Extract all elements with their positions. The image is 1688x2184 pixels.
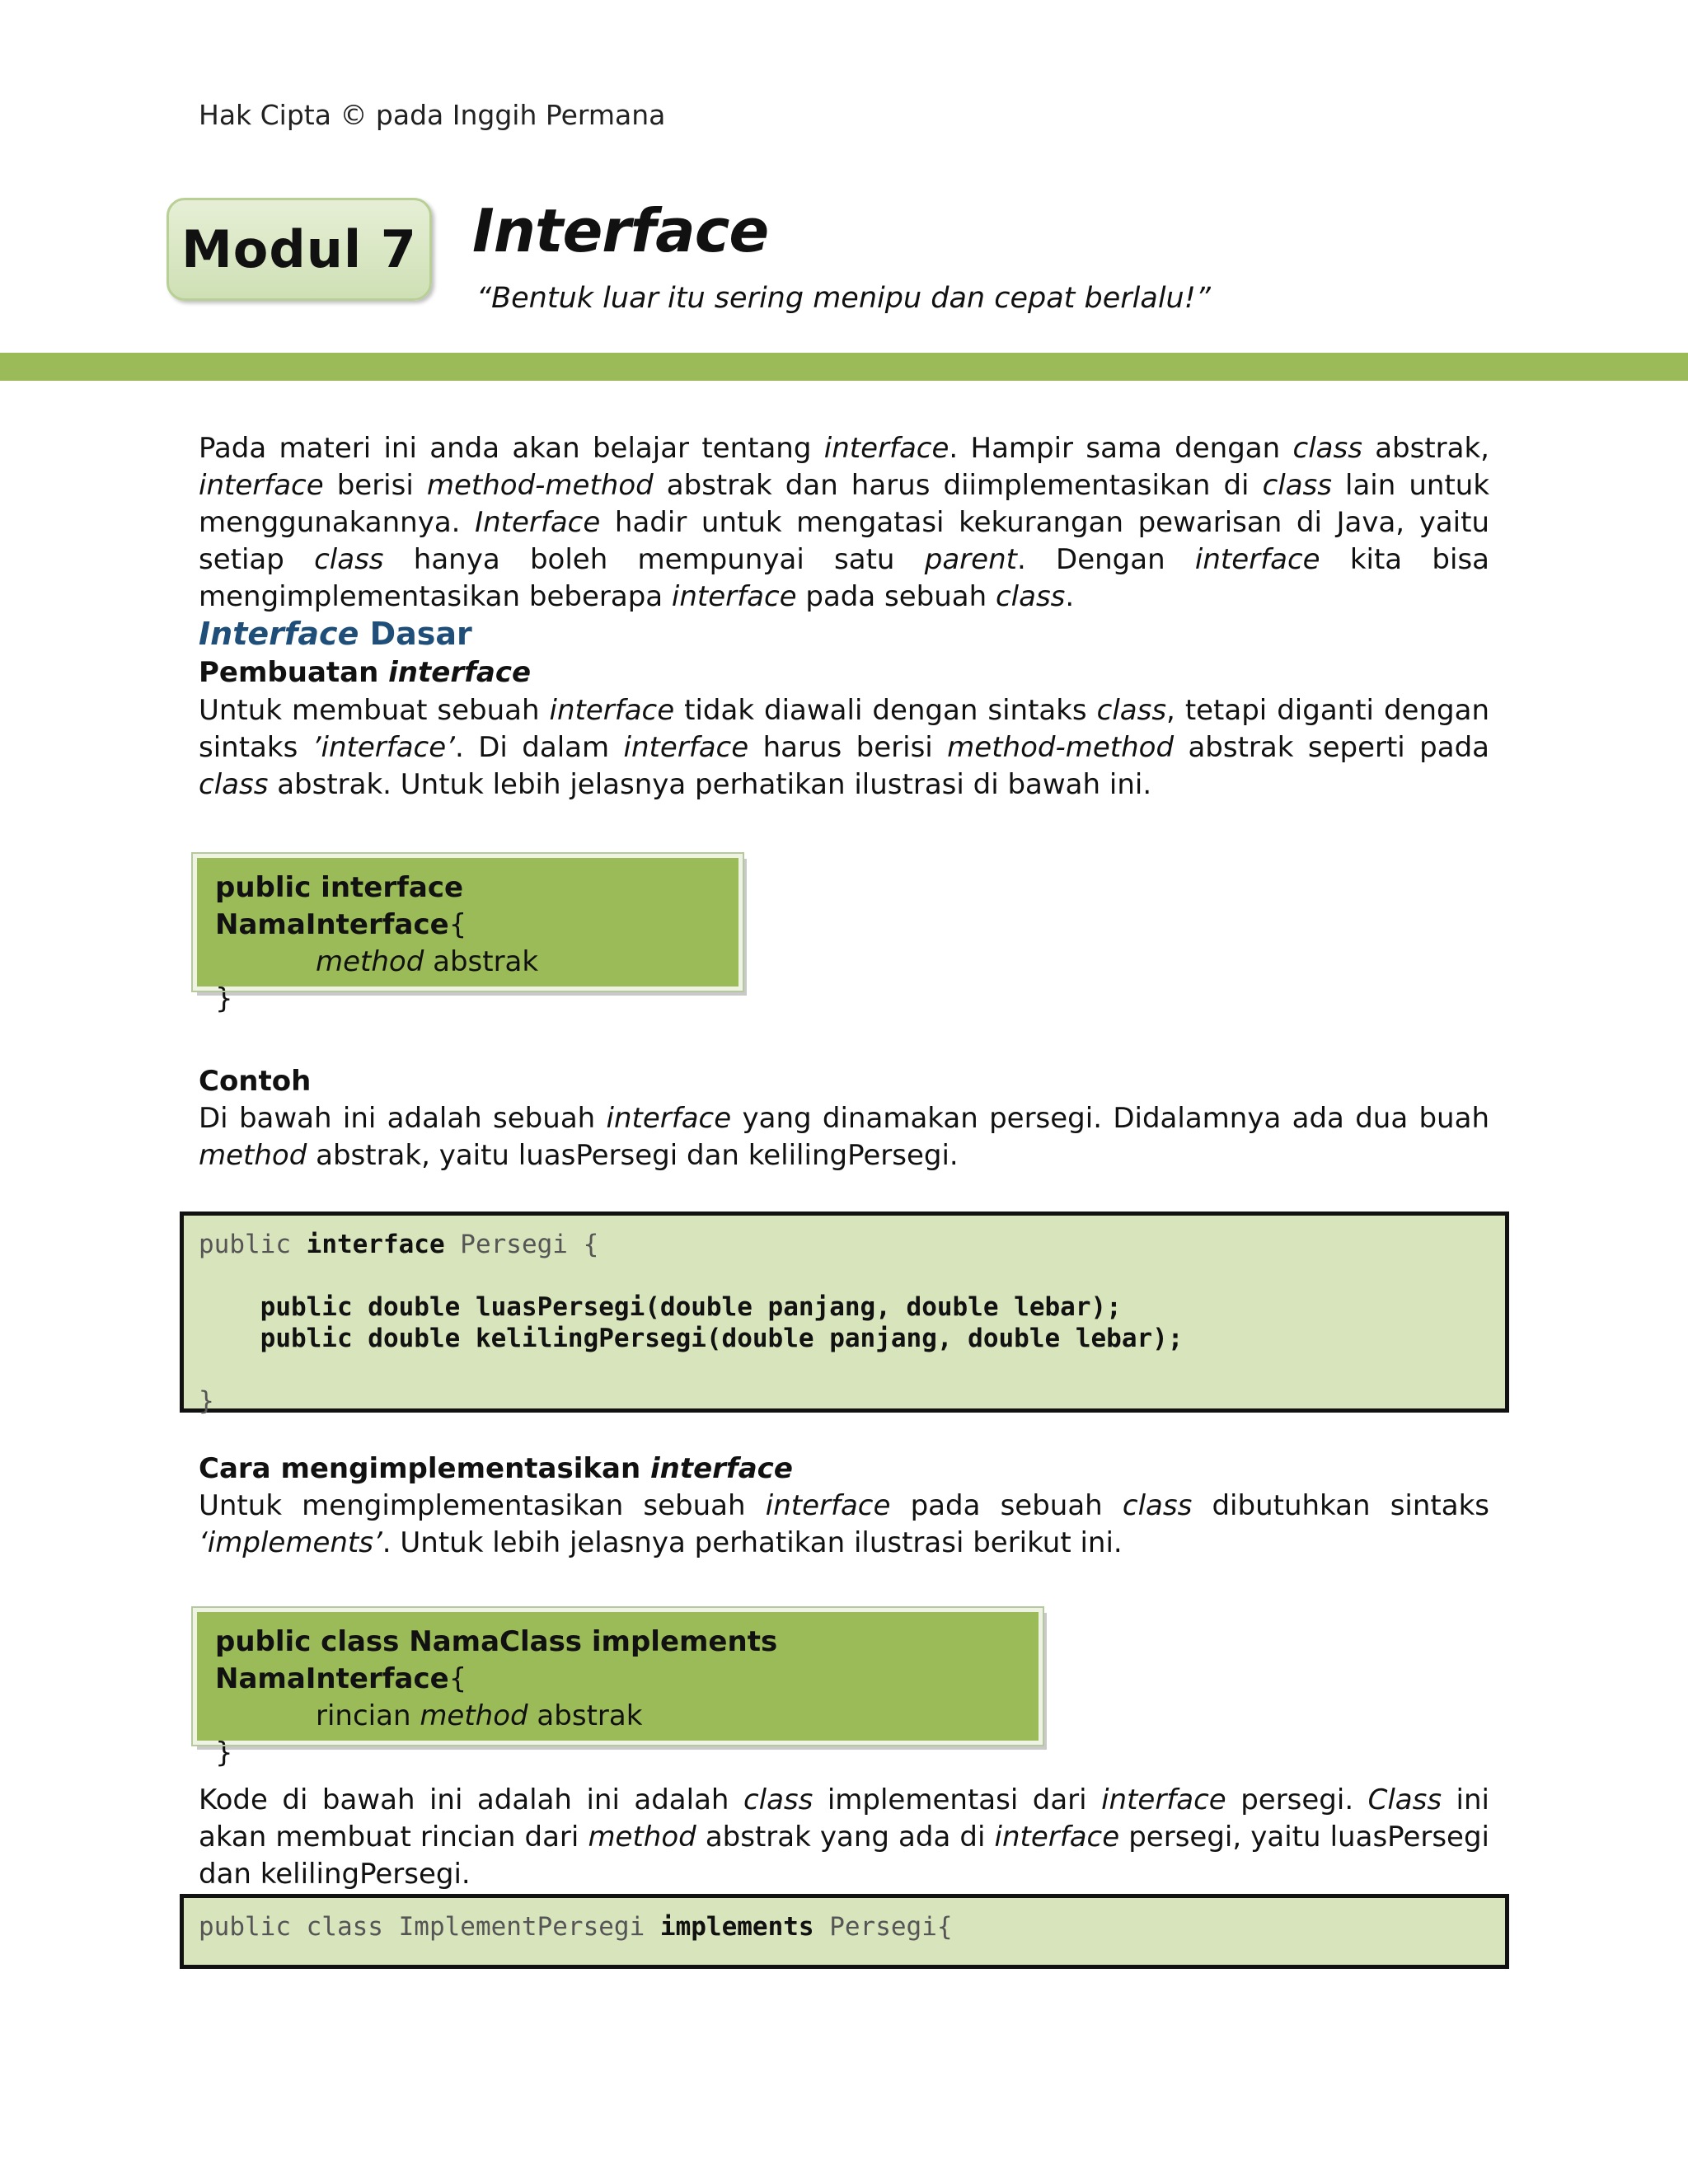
subheading-cara-mengimplementasikan: Cara mengimplementasikan interface (199, 1452, 793, 1485)
section-heading-interface-dasar: Interface Dasar (199, 616, 472, 652)
chapter-quote: “Bentuk luar itu sering menipu dan cepat berlalu!” (476, 282, 1211, 315)
cara-paragraph: Untuk mengimplementasikan sebuah interface pada sebuah class dibutuhkan sintaks ‘implements’. Untuk lebih jelasnya perhatikan ilustrasi berikut ini. (199, 1489, 1489, 1559)
intro-paragraph: Pada materi ini anda akan belajar tentang interface. Hampir sama dengan class abstrak, interface berisi method-method abstrak dan harus diimplementasikan di class lain untuk menggunakannya. Interface hadir untuk mengatasi kekurangan pewarisan di Java, yaitu setiap class hanya boleh mempunyai satu parent. Dengan interface kita bisa mengimplementasikan beberapa interface pada sebuah class. (199, 432, 1490, 613)
code-block-persegi-interface (180, 1212, 1509, 1416)
syntax-line-body: rincian method abstrak (316, 1699, 643, 1732)
header-divider-band (0, 353, 1688, 381)
implements-syntax-box (193, 1608, 1043, 1769)
contoh-paragraph: Di bawah ini adalah sebuah interface yang dinamakan persegi. Didalamnya ada dua buah method abstrak, yaitu luasPersegi dan kelilingPersegi. (199, 1102, 1489, 1172)
page-title: Interface (472, 196, 769, 265)
syntax-line-declaration: public class NamaClass implements NamaInterface{ (215, 1625, 778, 1695)
code-line: public class ImplementPersegi implements Persegi{ (199, 1912, 953, 1942)
code-block-implement-persegi (180, 1894, 1509, 1969)
subheading-contoh: Contoh (199, 1065, 312, 1098)
subheading-pembuatan-interface: Pembuatan interface (199, 656, 532, 689)
code-line: public double kelilingPersegi(double panjang, double lebar); (199, 1324, 1184, 1353)
code-line: public double luasPersegi(double panjang, double lebar); (199, 1292, 1122, 1322)
syntax-line-declaration: public interface NamaInterface{ (215, 871, 467, 941)
code-line: public interface Persegi { (199, 1230, 599, 1259)
syntax-line-body: method abstrak (316, 945, 539, 978)
pembuatan-paragraph: Untuk membuat sebuah interface tidak diawali dengan sintaks class, tetapi diganti dengan sintaks ’interface’. Di dalam interface harus berisi method-method abstrak seperti pada class abstrak. Untuk lebih jelasnya perhatikan ilustrasi di bawah ini. (199, 694, 1490, 801)
syntax-line-close: } (215, 1736, 233, 1769)
code-line: } (199, 1386, 214, 1416)
module-badge: Modul 7 (166, 198, 432, 301)
interface-syntax-box (193, 854, 743, 1015)
kode-paragraph: Kode di bawah ini adalah ini adalah class implementasi dari interface persegi. Class ini akan membuat rincian dari method abstrak yang ada di interface persegi, yaitu luasPersegi dan kelilingPersegi. (199, 1783, 1490, 1891)
copyright-notice: Hak Cipta © pada Inggih Permana (199, 99, 666, 131)
syntax-line-close: } (215, 982, 233, 1015)
